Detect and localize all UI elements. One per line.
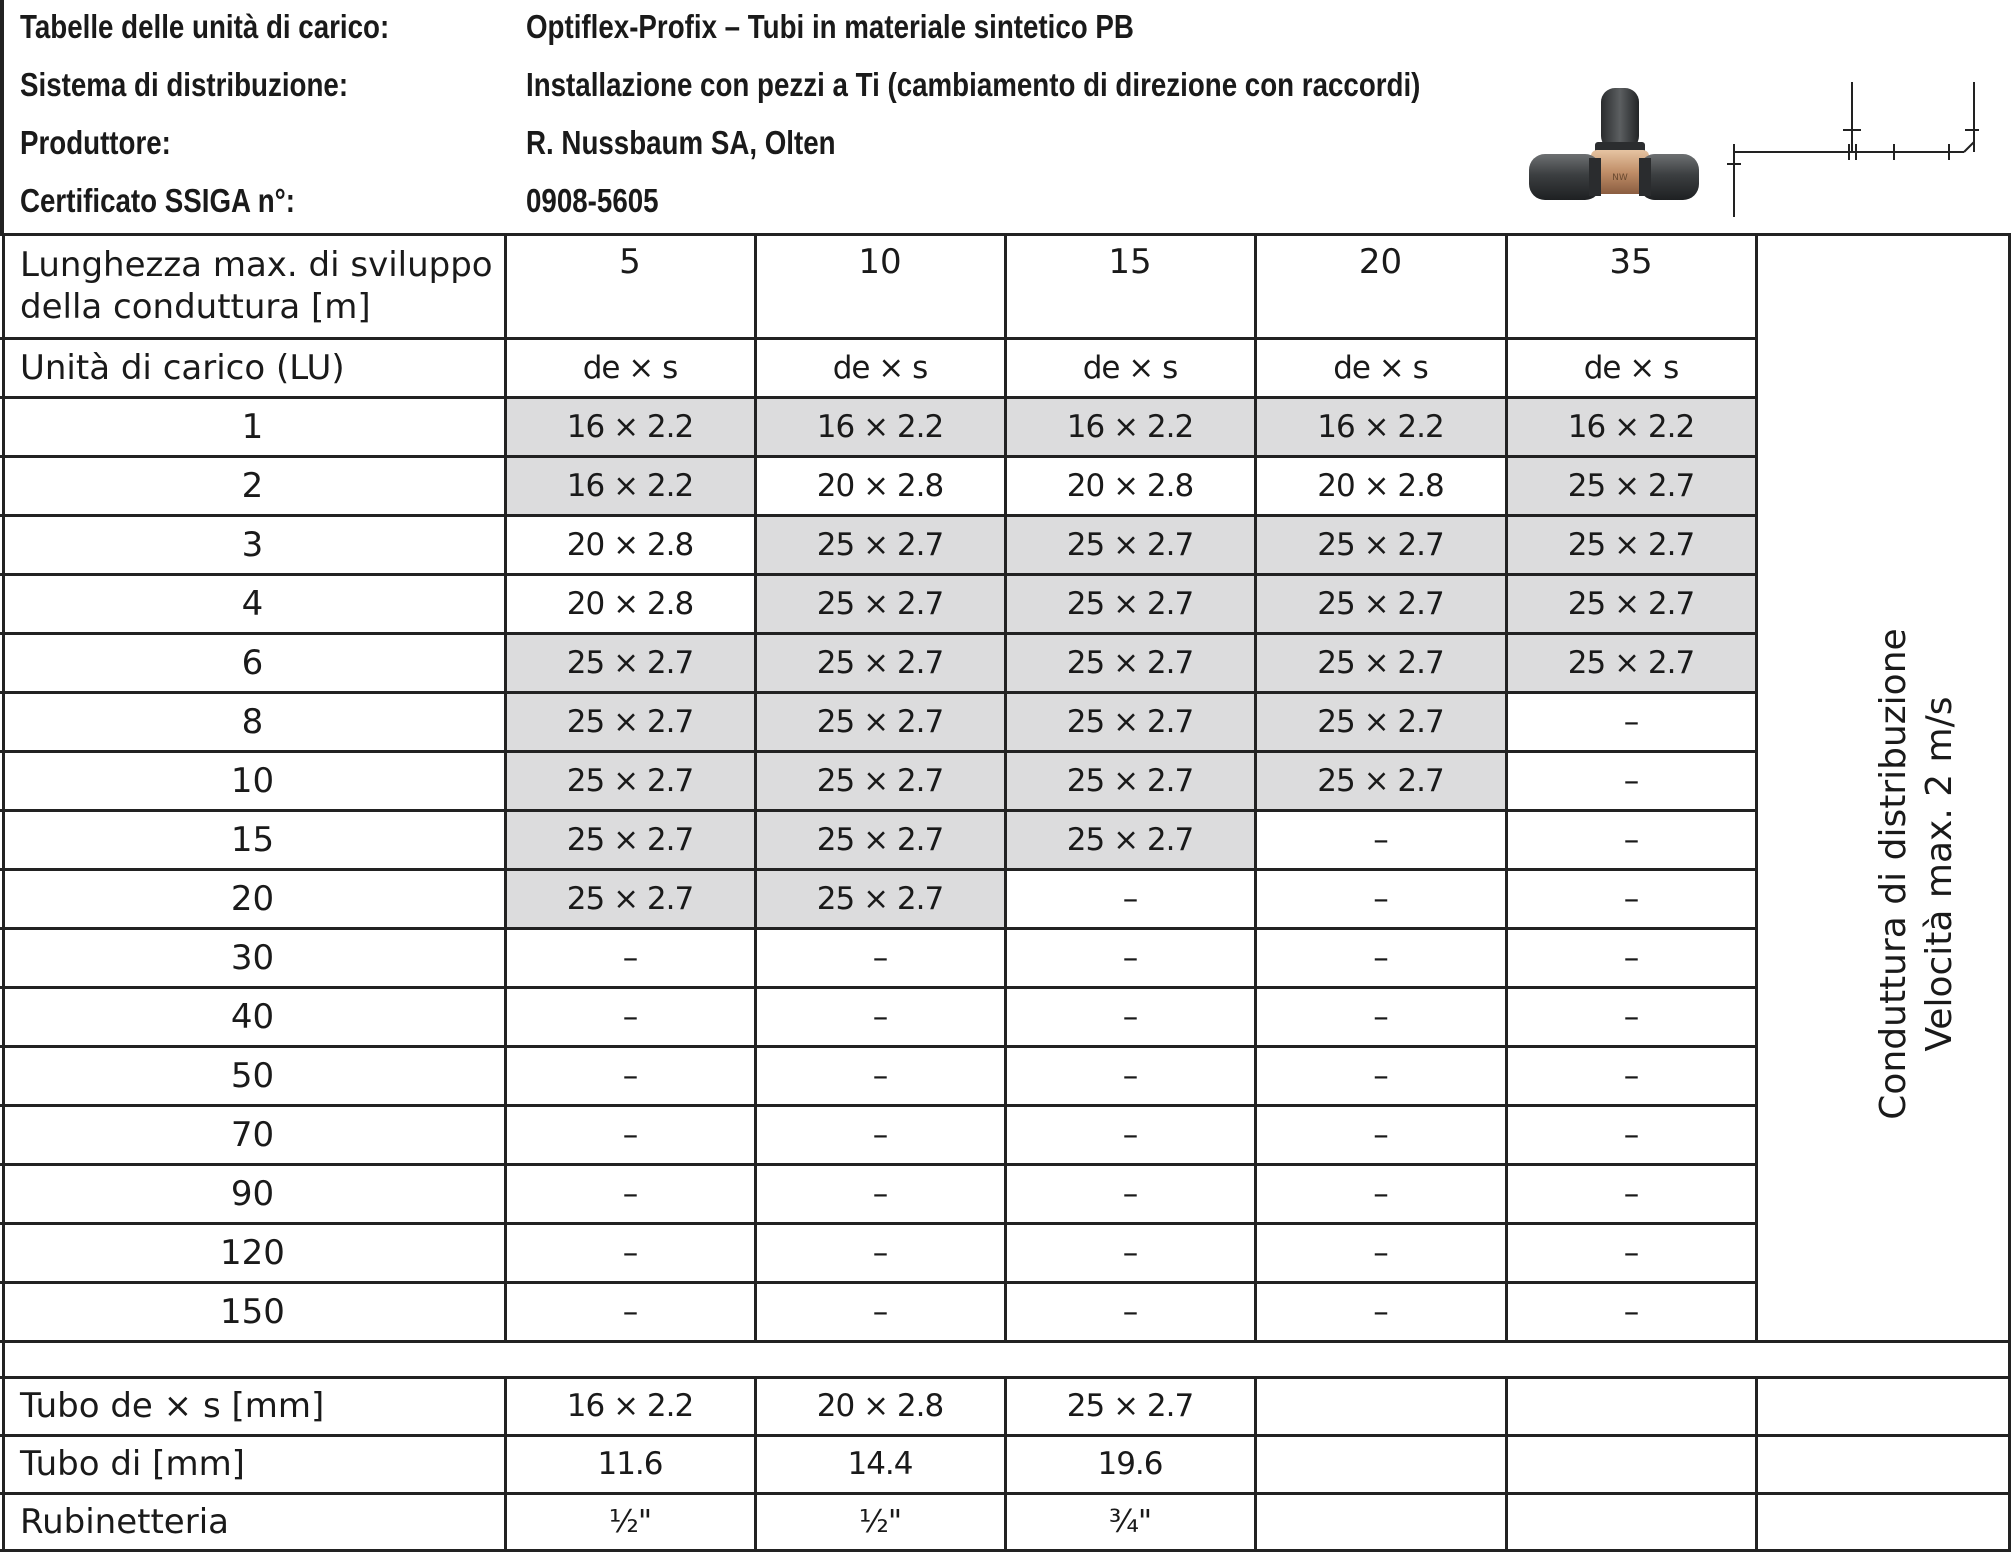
footer-cell: ½"	[608, 1504, 652, 1540]
pipe-size-cell: –	[1373, 1234, 1388, 1271]
table-rule	[0, 1222, 1756, 1225]
pipe-size-cell: 25 × 2.7	[505, 692, 755, 751]
pipe-size-cell: 20 × 2.8	[566, 585, 694, 622]
lu-label: Unità di carico (LU)	[20, 347, 345, 388]
load-unit-cell: 8	[241, 701, 264, 742]
pipe-size-cell: 25 × 2.7	[1005, 810, 1255, 869]
pipe-size-cell: –	[1623, 880, 1639, 917]
pipe-size-cell: –	[1623, 1175, 1639, 1212]
pipe-size-cell: –	[872, 998, 888, 1035]
pipe-size-cell: 16 × 2.2	[1005, 397, 1255, 456]
footer-cell	[1506, 1493, 1756, 1551]
pipe-size-cell: 16 × 2.2	[1506, 397, 1756, 456]
footer-cell	[1756, 1435, 2011, 1493]
table-rule	[0, 868, 1756, 871]
pipe-size-cell: –	[872, 1175, 888, 1212]
pipe-size-cell: 25 × 2.7	[505, 751, 755, 810]
pipe-schematic-icon	[1719, 82, 1979, 217]
footer-cell	[1255, 1377, 1506, 1435]
table-rule	[1254, 234, 1257, 1341]
pipe-size-cell: –	[1122, 939, 1138, 976]
table-rule	[1505, 1377, 1508, 1551]
side-label	[1871, 614, 1971, 1134]
table-rule	[0, 691, 1756, 694]
pipe-size-cell: –	[1623, 939, 1639, 976]
de-x-s-header-cell: de × s	[582, 349, 678, 386]
header-value: Installazione con pezzi a Ti (cambiamento di direzione con raccordi)	[526, 66, 1421, 103]
pipe-size-cell: –	[1373, 998, 1388, 1035]
table-rule	[0, 632, 1756, 635]
pipe-size-cell: 25 × 2.7	[1506, 574, 1756, 633]
pipe-size-cell: –	[1122, 880, 1138, 917]
pipe-size-cell: –	[622, 939, 638, 976]
length-header-cell: 15	[1108, 242, 1152, 282]
footer-cell: ¾"	[1108, 1504, 1152, 1540]
pipe-size-cell: 16 × 2.2	[755, 397, 1005, 456]
pipe-size-cell: 25 × 2.7	[1005, 574, 1255, 633]
table-rule	[0, 396, 1756, 399]
header-value: R. Nussbaum SA, Olten	[526, 124, 836, 161]
pipe-size-cell: 16 × 2.2	[1255, 397, 1506, 456]
footer-cell	[1756, 1493, 2011, 1551]
length-label-line2: della conduttura [m]	[20, 287, 371, 327]
table-rule	[0, 927, 1756, 930]
pipe-size-cell: 25 × 2.7	[1506, 633, 1756, 692]
pipe-size-cell: –	[1373, 1116, 1388, 1153]
tee-fitting-icon	[1529, 88, 1699, 213]
footer-cell	[1756, 1377, 2011, 1435]
table-rule	[1004, 1377, 1007, 1551]
pipe-size-cell: –	[1623, 1116, 1639, 1153]
table-rule	[0, 1281, 1756, 1284]
pipe-size-cell: –	[1373, 939, 1388, 976]
pipe-size-cell: –	[872, 1057, 888, 1094]
table-rule	[504, 1377, 507, 1551]
table-rule	[2, 234, 5, 1551]
pipe-size-cell: –	[1623, 1057, 1639, 1094]
footer-label: Rubinetteria	[20, 1502, 229, 1542]
pipe-size-cell: –	[1122, 1234, 1138, 1271]
pipe-size-cell: –	[1623, 703, 1639, 740]
pipe-size-cell: 25 × 2.7	[755, 692, 1005, 751]
table-rule	[0, 337, 1756, 340]
footer-cell: 25 × 2.7	[1066, 1388, 1194, 1424]
pipe-size-cell: 25 × 2.7	[505, 810, 755, 869]
pipe-size-cell: 25 × 2.7	[755, 515, 1005, 574]
pipe-size-cell: –	[622, 1057, 638, 1094]
side-label-line2: Velocità max. 2 m/s	[1919, 696, 1960, 1052]
pipe-size-cell: 25 × 2.7	[755, 810, 1005, 869]
header-value: 0908-5605	[526, 182, 659, 219]
table-rule	[0, 1104, 1756, 1107]
pipe-size-cell: –	[872, 1116, 888, 1153]
table-rule	[0, 986, 1756, 989]
pipe-size-cell: –	[622, 998, 638, 1035]
load-unit-cell: 20	[230, 878, 275, 919]
header-label: Certificato SSIGA n°:	[20, 182, 295, 219]
pipe-size-cell: 25 × 2.7	[755, 633, 1005, 692]
footer-label: Tubo di [mm]	[20, 1444, 245, 1484]
length-header-cell: 20	[1358, 242, 1403, 282]
pipe-size-cell: 16 × 2.2	[505, 397, 755, 456]
load-unit-cell: 120	[220, 1232, 285, 1273]
length-header-cell: 10	[858, 242, 902, 282]
pipe-size-cell: 25 × 2.7	[1005, 515, 1255, 574]
footer-cell	[1506, 1377, 1756, 1435]
load-unit-cell: 30	[230, 937, 275, 978]
pipe-size-cell: –	[1373, 1175, 1388, 1212]
length-header-cell: 35	[1609, 242, 1653, 282]
pipe-size-cell: –	[1373, 821, 1388, 858]
pipe-size-cell: 25 × 2.7	[1506, 515, 1756, 574]
pipe-size-cell: –	[872, 1293, 888, 1330]
pipe-size-cell: 25 × 2.7	[505, 633, 755, 692]
table-rule	[1755, 1377, 1758, 1551]
table-rule	[504, 234, 507, 1341]
pipe-size-cell: –	[622, 1293, 638, 1330]
pipe-size-cell: 25 × 2.7	[1255, 574, 1506, 633]
de-x-s-header-cell: de × s	[1583, 349, 1679, 386]
de-x-s-header-cell: de × s	[832, 349, 928, 386]
load-unit-cell: 4	[241, 583, 264, 624]
load-unit-cell: 15	[230, 819, 275, 860]
length-label-line1: Lunghezza max. di sviluppo	[20, 245, 493, 285]
de-x-s-header-cell: de × s	[1333, 349, 1428, 386]
pipe-size-cell: –	[1122, 1116, 1138, 1153]
table-rule	[754, 234, 757, 1341]
load-unit-cell: 3	[241, 524, 264, 565]
pipe-size-cell: –	[1373, 880, 1388, 917]
table-rule	[1254, 1377, 1257, 1551]
load-unit-cell: 50	[230, 1055, 275, 1096]
pipe-size-cell: 25 × 2.7	[755, 751, 1005, 810]
pipe-size-cell: 20 × 2.8	[816, 467, 944, 504]
pipe-size-cell: 25 × 2.7	[1255, 751, 1506, 810]
header-label: Produttore:	[20, 124, 171, 161]
pipe-size-cell: –	[1623, 762, 1639, 799]
table-rule	[0, 1045, 1756, 1048]
pipe-size-cell: 25 × 2.7	[505, 869, 755, 928]
document-header	[0, 0, 2011, 234]
table-rule	[0, 1163, 1756, 1166]
load-unit-cell: 6	[241, 642, 264, 683]
side-label-line1: Conduttura di distribuzione	[1873, 628, 1914, 1120]
pipe-size-cell: –	[1122, 1175, 1138, 1212]
table-rule	[0, 809, 1756, 812]
footer-cell: 20 × 2.8	[816, 1388, 944, 1424]
pipe-size-cell: –	[872, 1234, 888, 1271]
pipe-size-cell: 25 × 2.7	[755, 869, 1005, 928]
header-value: Optiflex-Profix – Tubi in materiale sintetico PB	[526, 8, 1134, 45]
length-header-cell: 5	[619, 242, 641, 282]
pipe-size-cell: –	[1623, 998, 1639, 1035]
pipe-size-cell: –	[1623, 1234, 1639, 1271]
pipe-size-cell: –	[622, 1234, 638, 1271]
table-rule	[1004, 234, 1007, 1341]
pipe-size-cell: –	[622, 1175, 638, 1212]
load-unit-cell: 70	[230, 1114, 275, 1155]
pipe-size-cell: –	[1373, 1057, 1388, 1094]
load-unit-cell: 10	[230, 760, 275, 801]
pipe-size-cell: 16 × 2.2	[505, 456, 755, 515]
pipe-size-cell: 25 × 2.7	[1005, 751, 1255, 810]
pipe-size-cell: 25 × 2.7	[755, 574, 1005, 633]
pipe-size-cell: 20 × 2.8	[566, 526, 694, 563]
load-unit-cell: 150	[220, 1291, 285, 1332]
pipe-size-cell: 20 × 2.8	[1066, 467, 1194, 504]
de-x-s-header-cell: de × s	[1082, 349, 1178, 386]
footer-cell: 19.6	[1097, 1446, 1163, 1482]
footer-cell: 11.6	[597, 1446, 663, 1482]
footer-cell	[1506, 1435, 1756, 1493]
load-unit-cell: 1	[241, 406, 264, 447]
footer-cell: ½"	[858, 1504, 902, 1540]
footer-cell: 14.4	[847, 1446, 913, 1482]
pipe-size-cell: 25 × 2.7	[1506, 456, 1756, 515]
load-unit-cell: 2	[241, 465, 264, 506]
pipe-size-cell: 25 × 2.7	[1255, 633, 1506, 692]
pipe-size-cell: 25 × 2.7	[1255, 515, 1506, 574]
pipe-size-cell: –	[1122, 1057, 1138, 1094]
pipe-size-cell: 25 × 2.7	[1255, 692, 1506, 751]
load-unit-cell: 40	[230, 996, 275, 1037]
pipe-size-cell: –	[1623, 821, 1639, 858]
pipe-size-cell: –	[1623, 1293, 1639, 1330]
svg-text:NW: NW	[1612, 173, 1628, 183]
header-label: Tabelle delle unità di carico:	[20, 8, 390, 45]
table-rule	[1505, 234, 1508, 1341]
pipe-size-cell: 20 × 2.8	[1317, 467, 1444, 504]
table-rule	[1755, 234, 1758, 1341]
footer-cell: 16 × 2.2	[566, 1388, 694, 1424]
pipe-size-cell: –	[1373, 1293, 1388, 1330]
table-rule	[0, 514, 1756, 517]
header-label: Sistema di distribuzione:	[20, 66, 349, 103]
table-rule	[754, 1377, 757, 1551]
length-label	[0, 234, 505, 338]
load-unit-cell: 90	[230, 1173, 275, 1214]
footer-label: Tubo de × s [mm]	[20, 1386, 325, 1426]
pipe-size-cell: –	[872, 939, 888, 976]
pipe-size-cell: –	[622, 1116, 638, 1153]
table-rule	[0, 750, 1756, 753]
table-rule	[0, 455, 1756, 458]
footer-cell	[1255, 1435, 1506, 1493]
pipe-size-cell: –	[1122, 998, 1138, 1035]
pipe-size-cell: 25 × 2.7	[1005, 633, 1255, 692]
pipe-size-cell: –	[1122, 1293, 1138, 1330]
footer-cell	[1255, 1493, 1506, 1551]
pipe-size-cell: 25 × 2.7	[1005, 692, 1255, 751]
table-rule	[0, 573, 1756, 576]
